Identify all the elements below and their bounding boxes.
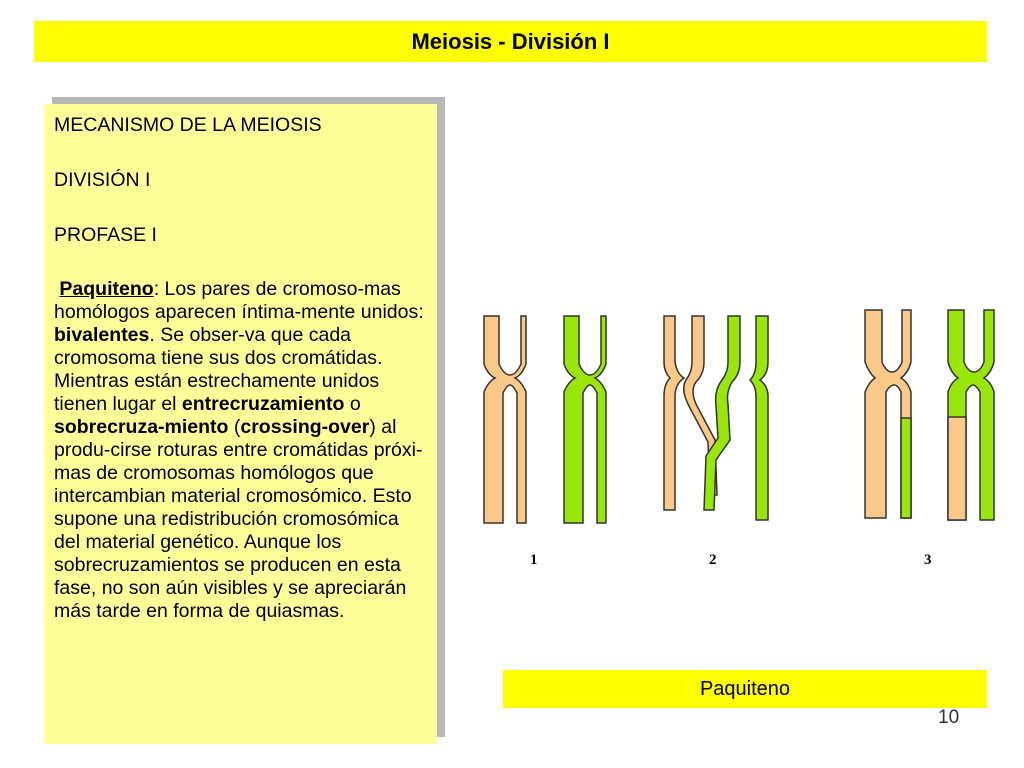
stage-2-chromosomes [664,316,768,520]
slide-title-text: Meiosis - División I [411,28,610,54]
word-o: o [344,393,361,415]
green-chromatid-2b [750,316,768,520]
term-entrecruzamiento: entrecruzamiento [181,393,345,415]
orange-segment-on-green [948,417,966,520]
para-text-3: ) al produ-cirse roturas entre cromátidas próxi-mas de cromosomas homólogos que intercambian material cromosómico. Esto supone una redistribución cromosómica del material genético. Aunque los sobrecruzamientos se producen en esta fase, no son aún visibles y se apreciarán más tarde en forma de quiasmas. [54,416,423,622]
term-bivalentes: bivalentes [54,324,150,346]
heading-profase: PROFASE I [54,224,157,246]
figure-label-1: 1 [530,552,538,568]
term-paquiteno: Paquiteno [59,278,154,300]
para-text-2: . Se obser-va que cada cromosoma tiene sus dos cromátidas. Mientras están estrechamente unidos tienen lugar el [54,324,383,415]
figure-label-2: 2 [709,552,717,568]
heading-mecanismo: MECANISMO DE LA MEIOSIS [54,114,322,136]
orange-chromatid-2a [664,316,684,510]
green-segment-on-orange [901,418,911,518]
figure-caption [503,670,987,708]
page-number: 10 [938,707,960,728]
orange-chromosome-1 [484,316,526,523]
green-chromosome-1 [564,316,606,523]
figure-caption-text: Paquiteno [699,677,791,700]
term-sobrecruzamiento: sobrecruza-miento [54,416,229,438]
green-chromatid-2a [704,316,740,510]
figure-label-3: 3 [924,552,932,568]
stage-3-chromosomes [865,310,994,520]
explanation-text-box [44,104,437,744]
para-text-1: : Los pares de cromoso-mas homólogos aparecen íntima-mente unidos: [54,278,424,323]
chromosome-diagram [470,300,1010,540]
heading-division: DIVISIÓN I [54,169,151,191]
slide-title [34,21,987,62]
paren-open: ( [228,416,241,438]
paquiteno-paragraph [54,278,429,623]
term-crossing-over: crossing-over [240,416,370,438]
stage-1-chromosomes [484,316,606,523]
